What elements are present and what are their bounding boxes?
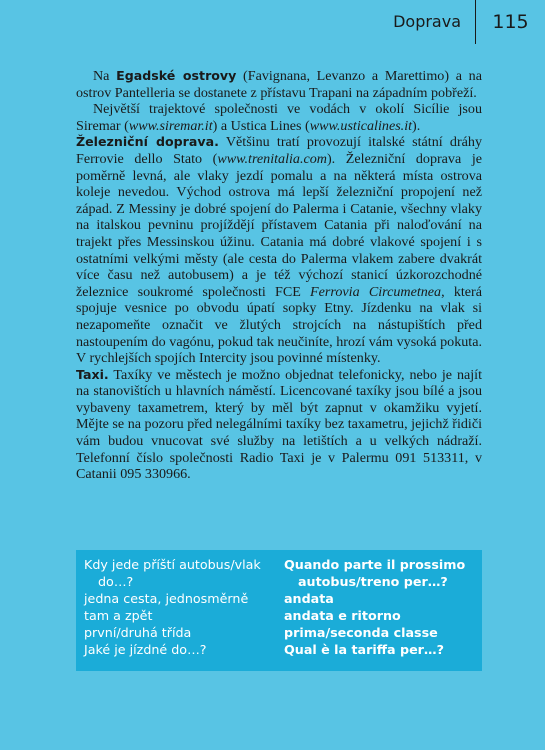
paragraph-rail (76, 134, 482, 366)
text-run: Na (93, 68, 117, 84)
text-run: ). (412, 117, 421, 134)
phrase-row (84, 607, 482, 624)
page-header (0, 0, 545, 44)
phrase-italian-text: Quando parte il prossimo (284, 557, 466, 572)
text-run: ) a Ustica Lines ( (212, 117, 310, 134)
paragraph-ferries (76, 101, 482, 134)
article-body (76, 68, 482, 483)
phrase-italian: andata (284, 591, 334, 606)
text-run: Největší trajektové společnosti ve vodách v okolí Sicílie jsou Siremar ( (76, 101, 482, 134)
phrase-row (84, 641, 482, 658)
heading-taxi: Taxi. (76, 366, 109, 382)
phrase-italian-text: autobus/treno per…? (298, 574, 448, 589)
text-run: ). Železniční doprava je poměrně levná, ale vlaky jezdí pomalu a na některá místa ostrova koleje nevedou. Východ ostrova má lepší železniční propojení než západ. Z Messiny je dobré spojení do Palerma i Catanie, všechny vlaky na italskou pevninu projíždějí přístavem Catania při naloďování na trajekt přes Messinskou úžinu. Catania má dobré vlakové spojení i s ostatními velkými městy (ale cesta do Palerma vlakem zabere dvakrát více času než autobusem) a je též výchozí stanicí úzkorozchodné železnice soukromé společnosti FCE (76, 150, 482, 300)
phrase-italian: andata e ritorno (284, 608, 401, 623)
paragraph-taxi (76, 367, 482, 483)
phrase-italian: prima/seconda classe (284, 625, 438, 640)
url-usticalines: www.usticalines.it (309, 117, 413, 134)
phrase-row (84, 556, 482, 590)
phrase-box (76, 550, 482, 671)
heading-rail: Železniční doprava. (76, 134, 219, 150)
url-siremar: www.siremar.it (128, 117, 213, 134)
phrase-row (84, 590, 482, 607)
phrase-czech: jedna cesta, jednosměrně (84, 591, 249, 606)
text-run: , která spojuje vesnice po obvodu úpatí sopky Etny. Jízdenku na vlak si nezapomeňte označit ve žlutých strojcích na nástupištích před nastoupením do vagónu, pokud tak neučiníte, hrozí vám vysoká pokuta. V rychlejších spojích Intercity jsou povinné místenky. (76, 283, 482, 367)
phrase-czech (84, 556, 284, 590)
phrase-czech-text: do…? (98, 574, 134, 589)
phrase-czech: Jaké je jízdné do…? (84, 642, 207, 657)
page-number: 115 (475, 0, 545, 44)
phrase-czech-text: Kdy jede příští autobus/vlak (84, 557, 261, 572)
phrase-italian: Qual è la tariffa per…? (284, 642, 444, 657)
section-title: Doprava (393, 12, 461, 31)
phrase-czech: první/druhá třída (84, 625, 192, 640)
phrase-italian (284, 556, 480, 590)
phrase-row (84, 624, 482, 641)
text-run: Taxíky ve městech je možno objednat telefonicky, nebo je najít na stanovištích u hlavních náměstí. Licencované taxíky jsou bílé a jsou vybaveny taxametrem, který by měl být zapnut v okamžiku vyjetí. Mějte se na pozoru před nelegálními taxíky bez taxametru, jejichž řidiči vám budou vnucovat své služby na letištích a u velkých nádraží. Telefonní číslo společnosti Radio Taxi je v Palermu 091 513311, v Catanii 095 330966. (76, 366, 482, 483)
paragraph-egadi (76, 68, 482, 101)
bold-term: Egadské ostrovy (116, 68, 237, 83)
text-run: Většinu tratí provozují italské státní dráhy Ferrovie dello Stato ( (76, 134, 482, 167)
italic-term: Ferrovia Circumetnea (310, 283, 442, 300)
phrase-czech: tam a zpět (84, 608, 153, 623)
url-trenitalia: www.trenitalia.com (217, 150, 327, 167)
text-run: (Favignana, Levanzo a Marettimo) a na ostrov Pantelleria se dostanete z přístavu Trapani na západním pobřeží. (76, 68, 482, 101)
